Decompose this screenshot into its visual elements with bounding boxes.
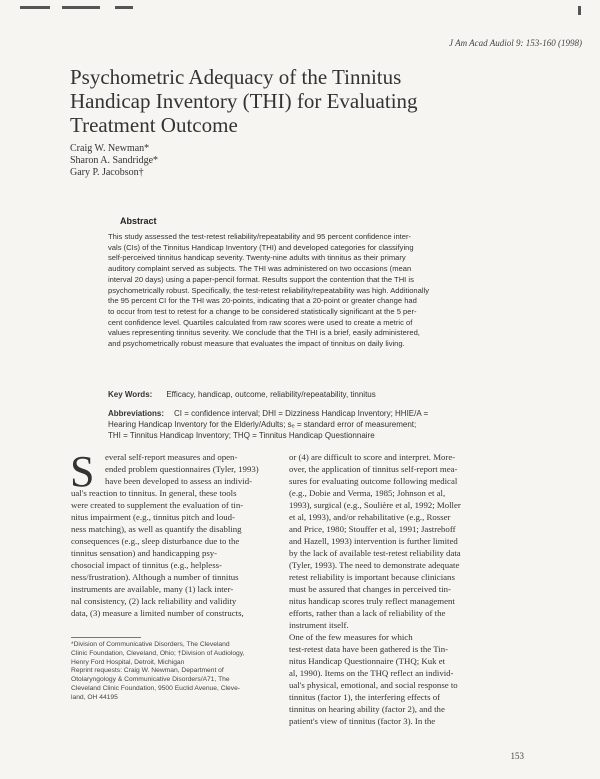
author-list bbox=[70, 143, 158, 179]
body-line: et al, 1993), and/or rehabilitative (e.g., Rosser bbox=[289, 512, 451, 522]
abstract-line: psychometrically robust. Specifically, the test-retest reliability/repeatability was high. Additionally bbox=[108, 285, 430, 295]
author: Gary P. Jacobson† bbox=[70, 167, 144, 178]
body-line: ual's reaction to tinnitus. In general, these tools bbox=[71, 488, 237, 498]
body-line: nitus handicap scores truly reflect management bbox=[289, 596, 455, 606]
scan-marks bbox=[0, 6, 600, 18]
body-line: chosocial impact of tinnitus (e.g., helpless- bbox=[71, 560, 222, 570]
abstract-line: This study assessed the test-retest reliability/repeatability and 95 percent confidence inter- bbox=[108, 232, 412, 241]
body-line: test-retest data have been gathered is the Tin- bbox=[289, 644, 449, 654]
abstract-heading: Abstract bbox=[120, 216, 157, 226]
body-line: consequences (e.g., sleep disturbance due to the bbox=[71, 536, 240, 546]
author: Sharon A. Sandridge* bbox=[70, 155, 159, 166]
body-line: by the lack of available test-retest reliability data bbox=[289, 548, 461, 558]
footnote-line: Cleveland Clinic Foundation, 9500 Euclid Avenue, Cleve- bbox=[71, 684, 241, 692]
footnote bbox=[71, 641, 276, 703]
body-line: instrument itself. bbox=[289, 620, 349, 630]
body-line: and Price, 1980; Stouffer et al, 1991; Jastreboff bbox=[289, 524, 456, 534]
body-line: patient's view of tinnitus (factor 3). In the bbox=[289, 716, 436, 726]
footnote-rule bbox=[71, 637, 141, 638]
footnote-line: Otolaryngology & Communicative Disorders/A71, The bbox=[71, 676, 230, 684]
keywords-text: Efficacy, handicap, outcome, reliability/repeatability, tinnitus bbox=[166, 390, 376, 399]
abbreviation-line: CI = confidence interval; DHI = Dizziness Handicap Inventory; HHIE/A = bbox=[174, 409, 429, 418]
footnote-line: *Division of Communicative Disorders, The Cleveland bbox=[71, 641, 230, 648]
abbreviation-line: THI = Tinnitus Handicap Inventory; THQ = Tinnitus Handicap Questionnaire bbox=[108, 431, 375, 440]
keywords bbox=[108, 389, 488, 400]
body-line: nal consistency, (2) lack reliability and validity bbox=[71, 596, 237, 606]
footnote-line: Clinic Foundation, Cleveland, Ohio; †Division of Audiology, bbox=[71, 649, 245, 657]
abstract-line: the 95 percent CI for the THI was 20-points, indicating that a 20-point or greater change had bbox=[108, 296, 417, 306]
body-line: over, the application of tinnitus self-report mea- bbox=[289, 464, 458, 474]
body-line: have been developed to assess an individ- bbox=[105, 476, 253, 486]
body-line: were created to supplement the evaluation of tin- bbox=[71, 500, 244, 510]
body-line: tinnitus sensation) and handicapping psy- bbox=[71, 548, 218, 558]
body-line: tinnitus on hearing ability (factor 2), and the bbox=[289, 704, 445, 714]
abbreviations bbox=[108, 408, 488, 441]
scan-mark bbox=[20, 6, 50, 9]
body-line: One of the few measures for which bbox=[289, 632, 413, 642]
body-line: ness matching), as well as quantify the disabling bbox=[71, 524, 242, 534]
abstract-line: to occur from test to retest for a change to be considered statistically significant at the 5 per- bbox=[108, 306, 417, 316]
scan-mark bbox=[62, 6, 100, 9]
body-column-right bbox=[289, 451, 499, 727]
body-line: data, (3) measure a limited number of constructs, bbox=[71, 608, 244, 618]
body-line: sures for evaluating outcome following medical bbox=[289, 476, 458, 486]
body-line: ness/frustration). Although a number of tinnitus bbox=[71, 572, 239, 582]
drop-cap: S bbox=[70, 447, 95, 496]
body-line: and Hazell, 1993) intervention is further limited bbox=[289, 536, 458, 546]
scan-mark bbox=[115, 6, 133, 9]
abbreviation-line: Hearing Handicap Inventory for the Elderly/Adults; sₑ = standard error of measurement; bbox=[108, 420, 417, 429]
body-line: 1993), surgical (e.g., Soulière et al, 1992; Moller bbox=[289, 500, 461, 510]
title-line: Handicap Inventory (THI) for Evaluating bbox=[70, 89, 418, 113]
title-line: Treatment Outcome bbox=[70, 113, 238, 137]
abstract-line: vals (CIs) of the Tinnitus Handicap Inventory (THI) and developed categories for classifying bbox=[108, 242, 414, 252]
running-head: J Am Acad Audiol 9: 153-160 (1998) bbox=[449, 38, 582, 48]
body-line: or (4) are difficult to score and interpret. More- bbox=[289, 452, 456, 462]
scan-mark bbox=[578, 6, 581, 15]
body-line: instruments are available, many (1) lack inter- bbox=[71, 584, 234, 594]
abstract-line: interval 20 days) using a paper-pencil format. Results support the contention that the THI is bbox=[108, 274, 414, 284]
abstract-line: and psychometrically robust measure that evaluates the impact of tinnitus on daily living. bbox=[108, 339, 405, 349]
body-line: al, 1990). Items on the THQ reflect an individ- bbox=[289, 668, 454, 678]
abbreviations-label: Abbreviations: bbox=[108, 409, 165, 418]
body-line: ended problem questionnaires (Tyler, 1993) bbox=[105, 464, 259, 474]
abstract-line: cent confidence level. Quartiles calculated from raw scores were used to create a metric of bbox=[108, 317, 413, 327]
footnote-line: Henry Ford Hospital, Detroit, Michigan bbox=[71, 658, 185, 666]
body-line: retest reliability is important because clinicians bbox=[289, 572, 455, 582]
abstract-line: self-perceived tinnitus handicap severity. Twenty-nine adults with tinnitus as their primary bbox=[108, 253, 406, 263]
body-line: (Tyler, 1993). The need to demonstrate adequate bbox=[289, 560, 460, 570]
body-line: ual's physical, emotional, and social response to bbox=[289, 680, 458, 690]
abstract-body bbox=[108, 232, 476, 350]
body-column-left bbox=[70, 447, 276, 619]
title-line: Psychometric Adequacy of the Tinnitus bbox=[70, 65, 402, 89]
body-line: efforts, rather than a lack of reliability of the bbox=[289, 608, 446, 618]
footnote-line: land, OH 44195 bbox=[71, 693, 118, 701]
body-line: everal self-report measures and open- bbox=[105, 452, 238, 462]
body-line: (e.g., Dobie and Verma, 1985; Johnson et al, bbox=[289, 488, 446, 498]
body-line: nitus Handicap Questionnaire (THQ; Kuk et bbox=[289, 656, 446, 666]
body-line: nitus impairment (e.g., tinnitus pitch and loud- bbox=[71, 512, 235, 522]
body-line: must be assured that changes in perceived tin- bbox=[289, 584, 451, 594]
body-line: tinnitus (factor 1), the interfering effects of bbox=[289, 692, 441, 702]
paper-title bbox=[70, 65, 540, 137]
author: Craig W. Newman* bbox=[70, 143, 150, 154]
page-number: 153 bbox=[510, 751, 524, 761]
footnote-line: Reprint requests: Craig W. Newman, Department of bbox=[71, 667, 224, 675]
abstract-line: auditory complaint served as subjects. The THI was administered on two occasions (mean bbox=[108, 264, 412, 274]
keywords-label: Key Words: bbox=[108, 390, 153, 399]
abstract-line: values representing tinnitus severity. We conclude that the THI is a brief, easily administered, bbox=[108, 328, 420, 338]
